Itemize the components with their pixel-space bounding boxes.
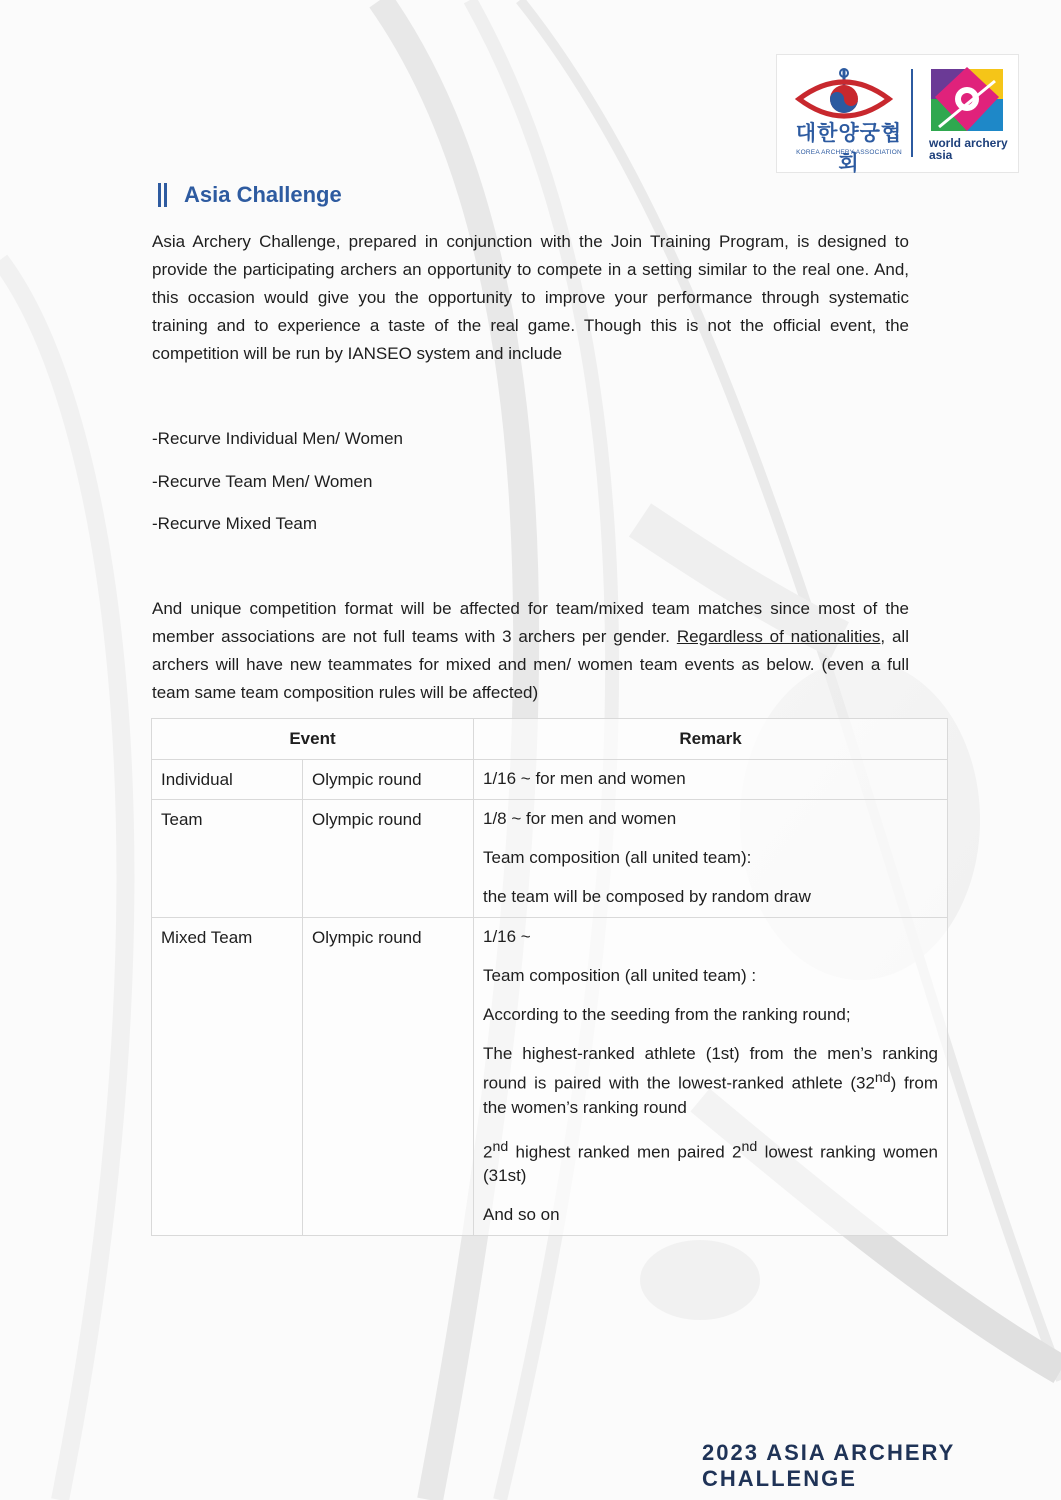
table-row: [152, 918, 948, 1236]
remark-line: 1/16 ~: [483, 927, 531, 946]
round-cell: Olympic round: [312, 810, 422, 829]
section-heading: [158, 180, 342, 210]
table-header-row: [152, 719, 948, 760]
intro-paragraph: Asia Archery Challenge, prepared in conjunction with the Join Training Program, is designed to provide the participating archers an opportunity to compete in a setting similar to the real one. And, this occasion would give you the opportunity to improve your performance through systematic training and to experience a taste of the real game. Though this is not the official event, the competition will be run by IANSEO system and include: [152, 232, 909, 363]
remark-line: And so on: [483, 1205, 560, 1225]
remark-line: Team composition (all united team):: [483, 848, 752, 867]
format-text-underlined: Regardless of nationalities: [676, 627, 881, 646]
event-cell: Mixed Team: [161, 928, 253, 947]
format-paragraph: [152, 595, 909, 707]
page-title: Asia Challenge: [184, 182, 342, 207]
remark-line: The highest-ranked athlete (1st) from the men’s ranking round is paired with the lowest-ranked athlete (32nd) from the women’s ranking round: [483, 1044, 938, 1117]
remark-line: According to the seeding from the ranking round;: [483, 1005, 851, 1024]
table-row: [152, 800, 948, 918]
remark-line: the team will be composed by random draw: [483, 887, 811, 906]
list-item: -Recurve Mixed Team: [152, 514, 318, 533]
table-row: [152, 760, 948, 800]
remark-line: 2nd highest ranked men paired 2nd lowest ranking women (31st): [483, 1138, 938, 1186]
header-remark: Remark: [474, 719, 948, 760]
remark-line: 1/16 ~ for men and women: [483, 769, 686, 788]
header-logos: [776, 54, 1019, 173]
round-cell: Olympic round: [312, 928, 422, 947]
format-text-before: And unique competition format will be affected for team/mixed team matches since most of the member associations are not full teams with 3 archers per gender.: [152, 599, 909, 646]
remark-line: 1/8 ~ for men and women: [483, 809, 677, 828]
korea-association-subtitle: KOREA ARCHERY ASSOCIATION: [796, 149, 902, 156]
logo-divider: [911, 69, 913, 157]
korea-association-name: 대한양궁협회: [795, 122, 903, 175]
event-cell: Individual: [161, 770, 233, 789]
heading-bar-icon: [158, 183, 168, 207]
events-table: [151, 718, 948, 1236]
round-cell: Olympic round: [312, 770, 422, 789]
format-text-after: , all archers will have new teammates for mixed and men/ women team events as below. (even a full team same team composition rules will be affected): [152, 627, 909, 702]
world-archery-line2: asia: [929, 148, 953, 162]
list-item: -Recurve Team Men/ Women: [152, 472, 373, 491]
world-archery-line1: world archery: [929, 136, 1008, 150]
header-event: Event: [152, 719, 474, 760]
remark-line: Team composition (all united team) :: [483, 966, 757, 985]
list-item: -Recurve Individual Men/ Women: [152, 429, 404, 448]
event-cell: Team: [161, 810, 203, 829]
footer-title: 2023 ASIA ARCHERY CHALLENGE: [702, 1440, 955, 1491]
